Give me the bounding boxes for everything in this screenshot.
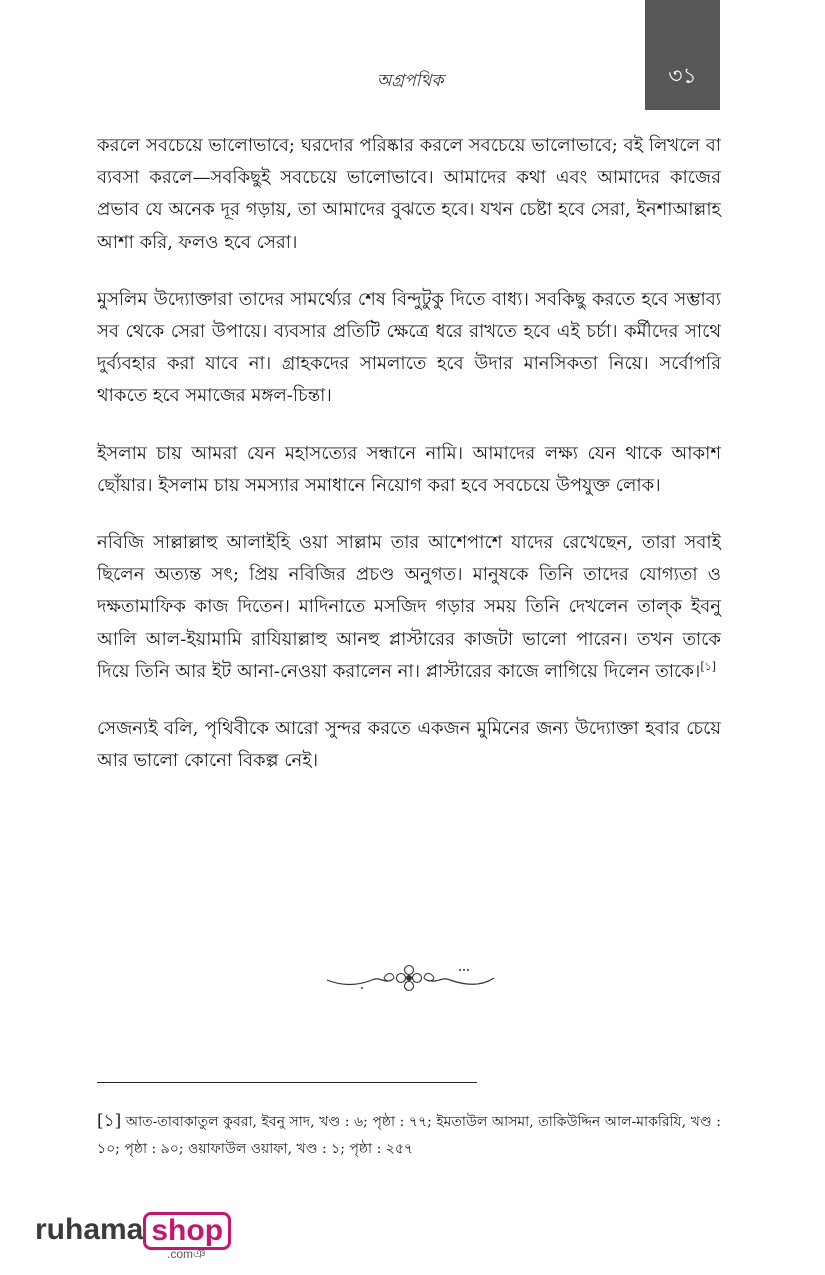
floral-divider-ornament (322, 960, 497, 996)
body-text (97, 130, 721, 802)
paragraph-2: মুসলিম উদ্যোক্তারা তাদের সামর্থ্যের শেষ বিন্দুটুকু দিতে বাধ্য। সবকিছু করতে হবে সম্ভাব্য সব থেকে সেরা উপায়ে। ব্যবসার প্রতিটি ক্ষেত্রে ধরে রাখতে হবে এই চর্চা। কর্মীদের সাথে দুর্ব্যবহার করা যাবে না। গ্রাহকদের সামলাতে হবে উদার মানসিকতা নিয়ে। সর্বোপরি থাকতে হবে সমাজের মঙ্গল-চিন্তা। (97, 288, 721, 407)
paragraph-1: করলে সবচেয়ে ভালোভাবে; ঘরদোর পরিষ্কার করলে সবচেয়ে ভালোভাবে; বই লিখলে বা ব্যবসা করলে—সবকিছুই সবচেয়ে ভালোভাবে। আমাদের কথা এবং আমাদের কাজের প্রভাব যে অনেক দূর গড়ায়, তা আমাদের বুঝতে হবে। যখন চেষ্টা হবে সেরা, ইনশাআল্লাহ আশা করি, ফলও হবে সেরা। (97, 135, 721, 253)
watermark-ruhama: ruhama (35, 1213, 144, 1246)
paragraph-5: সেজন্যই বলি, পৃথিবীকে আরো সুন্দর করতে একজন মুমিনের জন্য উদ্যোক্তা হবার চেয়ে আর ভালো কোনো বিকল্প নেই। (97, 718, 721, 772)
paragraph-4 (97, 527, 721, 688)
watermark-shop: shop (143, 1212, 231, 1250)
footnote-reference[interactable]: [১] (700, 659, 717, 673)
paragraph-4-text: নবিজি সাল্লাল্লাহু আলাইহি ওয়া সাল্লাম তার আশেপাশে যাদের রেখেছেন, তারা সবাই ছিলেন অত্যন্ত সৎ; প্রিয় নবিজির প্রচণ্ড অনুগত। মানুষকে তিনি তাদের যোগ্যতা ও দক্ষতামাফিক কাজ দিতেন। মাদিনাতে মসজিদ গড়ার সময় তিনি দেখলেন তাল্‌ক ইবনু আলি আল-ইয়ামামি রাযিয়াল্লাহু আনহু প্লাস্টারের কাজটা ভালো পারেন। তখন তাকে দিয়ে তিনি আর ইট আনা-নেওয়া করালেন না। প্লাস্টারের কাজে লাগিয়ে দিলেন তাকে। (97, 532, 721, 682)
footnote-marker: [১] (97, 1111, 122, 1131)
running-header-title: অগ্রপথিক (376, 71, 444, 91)
watermark-domain: .comঞ (167, 1247, 206, 1261)
ruhamashop-watermark-logo (35, 1210, 231, 1260)
footnote-text: আত-তাবাকাতুল কুবরা, ইবনু সাদ, খণ্ড : ৬; পৃষ্ঠা : ৭৭; ইমতাউল আসমা, তাকিউদ্দিন আল-মাকরিযি, খণ্ড : ১০; পৃষ্ঠা : ৯০; ওয়াফাউল ওয়াফা, খণ্ড : ১; পৃষ্ঠা : ২৫৭ (97, 1114, 721, 1157)
footnote (97, 1108, 721, 1163)
page-number: ৩১ (668, 64, 697, 89)
footnote-divider (97, 1082, 477, 1083)
page-number-tab (645, 0, 720, 110)
paragraph-3: ইসলাম চায় আমরা যেন মহাসত্যের সন্ধানে নামি। আমাদের লক্ষ্য যেন থাকে আকাশ ছোঁয়ার। ইসলাম চায় সমস্যার সমাধানে নিয়োগ করা হবে সবচেয়ে উপযুক্ত লোক। (97, 442, 721, 496)
